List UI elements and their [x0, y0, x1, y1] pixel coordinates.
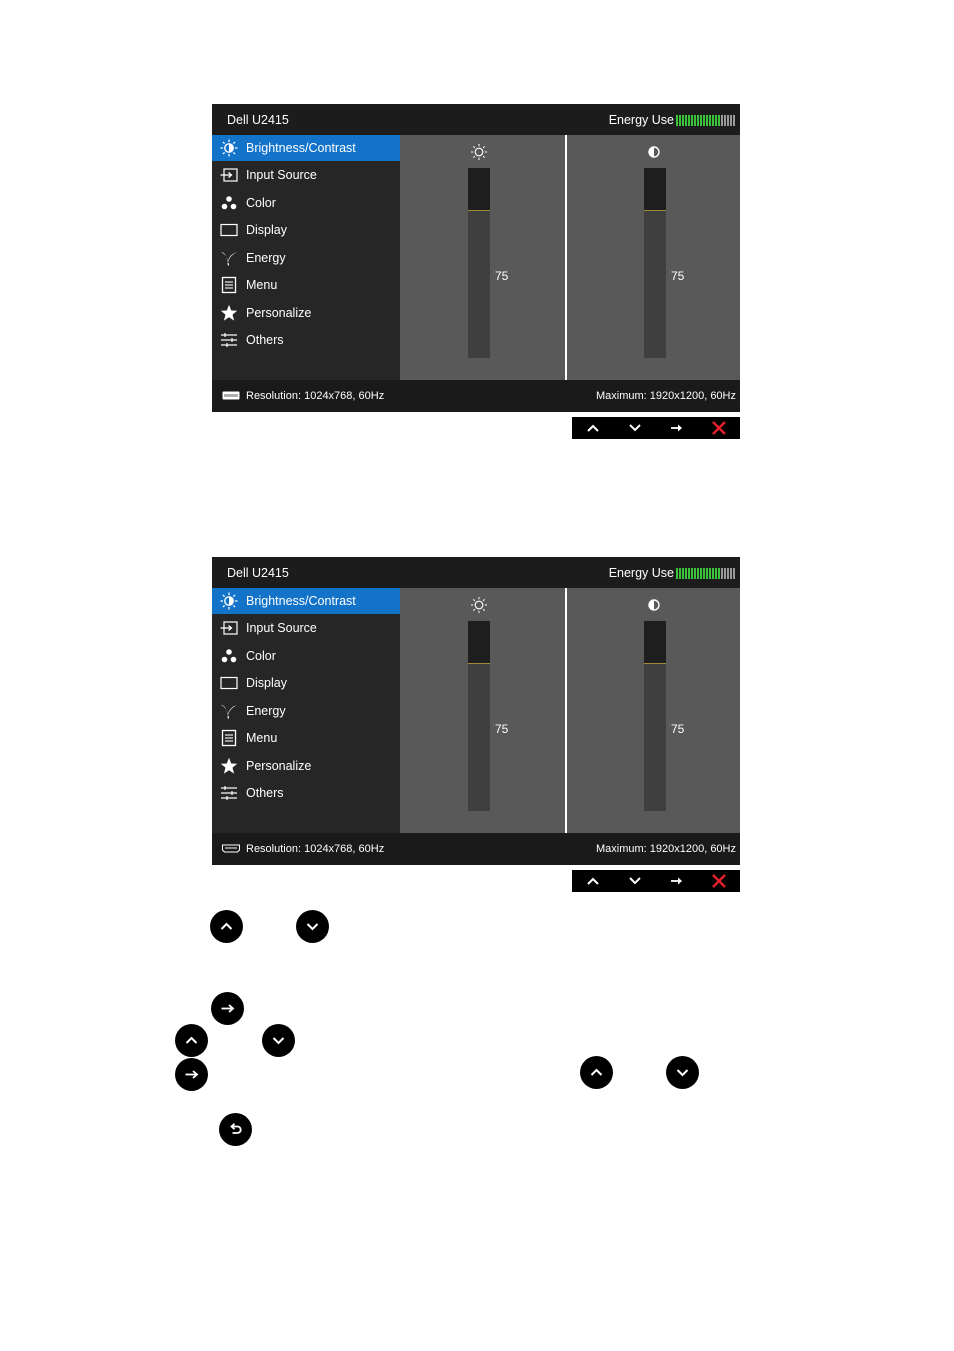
energy-tick [724, 115, 726, 126]
energy-tick [730, 115, 732, 126]
energy-tick [682, 568, 684, 579]
osd-footer [212, 380, 740, 412]
instruction-up-button [580, 1056, 613, 1089]
instruction-down-button [262, 1024, 295, 1057]
contrast-icon [645, 143, 663, 161]
right-arrow-icon [668, 872, 686, 890]
menu-item-label: Color [246, 649, 276, 663]
menu-item-others[interactable] [212, 327, 400, 353]
down-arrow-icon [626, 419, 644, 437]
personalize-icon [220, 304, 238, 322]
nav-down-button[interactable] [614, 417, 656, 439]
display-icon [220, 674, 238, 692]
color-icon [220, 194, 238, 212]
menu-icon [220, 729, 238, 747]
nav-select-button[interactable] [656, 870, 698, 892]
content-panel [400, 135, 740, 380]
input-source-icon [220, 166, 238, 184]
energy-use-meter [676, 568, 735, 579]
menu-item-label: Display [246, 223, 287, 237]
energy-use-meter [676, 115, 735, 126]
energy-tick [682, 115, 684, 126]
menu-item-label: Energy [246, 704, 286, 718]
menu-item-energy[interactable] [212, 698, 400, 724]
menu-item-label: Others [246, 333, 284, 347]
panel-divider [565, 135, 567, 380]
energy-tick [715, 115, 717, 126]
exit-x-icon [710, 872, 728, 890]
energy-tick [724, 568, 726, 579]
input-source-icon [220, 619, 238, 637]
brightness-contrast-icon [220, 139, 238, 157]
energy-tick [691, 568, 693, 579]
right-arrow-icon [183, 1066, 200, 1083]
others-icon [220, 331, 238, 349]
menu-item-display[interactable] [212, 670, 400, 696]
menu-item-label: Energy [246, 251, 286, 265]
nav-down-button[interactable] [614, 870, 656, 892]
osd-header [212, 104, 740, 135]
menu-item-brightness-contrast[interactable] [212, 135, 400, 161]
energy-tick [676, 115, 678, 126]
energy-tick [715, 568, 717, 579]
nav-up-button[interactable] [572, 417, 614, 439]
brightness-value: 75 [495, 269, 509, 283]
brightness-slider[interactable] [468, 168, 490, 358]
menu-item-brightness-contrast[interactable] [212, 588, 400, 614]
energy-tick [706, 115, 708, 126]
menu-item-label: Menu [246, 278, 278, 292]
maximum-resolution: Maximum: 1920x1200, 60Hz [595, 843, 736, 855]
osd-footer [212, 833, 740, 865]
menu-item-color[interactable] [212, 190, 400, 216]
menu-item-label: Menu [246, 731, 278, 745]
energy-icon [220, 702, 238, 720]
brightness-slider-empty [468, 621, 490, 664]
others-icon [220, 784, 238, 802]
brightness-contrast-icon [220, 592, 238, 610]
maximum-resolution: Maximum: 1920x1200, 60Hz [595, 390, 736, 402]
brightness-slider[interactable] [468, 621, 490, 811]
color-icon [220, 647, 238, 665]
energy-tick [733, 115, 735, 126]
menu-item-menu[interactable] [212, 272, 400, 298]
energy-tick [700, 115, 702, 126]
nav-up-button[interactable] [572, 870, 614, 892]
menu-item-label: Color [246, 196, 276, 210]
osd-screen-2 [212, 557, 740, 865]
contrast-slider-empty [644, 621, 666, 664]
menu-item-label: Input Source [246, 621, 317, 635]
down-arrow-icon [270, 1032, 287, 1049]
sun-icon [470, 596, 488, 614]
contrast-slider-empty [644, 168, 666, 211]
down-arrow-icon [626, 872, 644, 890]
energy-tick [706, 568, 708, 579]
brightness-slider-empty [468, 168, 490, 211]
right-arrow-icon [219, 1000, 236, 1017]
menu-item-menu[interactable] [212, 725, 400, 751]
menu-sidebar [212, 135, 400, 380]
sun-icon [470, 143, 488, 161]
menu-item-label: Input Source [246, 168, 317, 182]
personalize-icon [220, 757, 238, 775]
contrast-slider[interactable] [644, 621, 666, 811]
menu-item-label: Others [246, 786, 284, 800]
energy-tick [697, 568, 699, 579]
hdmi-icon [222, 844, 240, 853]
display-icon [220, 221, 238, 239]
energy-tick [694, 568, 696, 579]
menu-item-label: Brightness/Contrast [246, 141, 356, 155]
energy-tick [712, 568, 714, 579]
energy-tick [727, 568, 729, 579]
osd-screen-1 [212, 104, 740, 412]
up-arrow-icon [584, 419, 602, 437]
contrast-value: 75 [671, 722, 685, 736]
energy-use-label: Energy Use [608, 113, 674, 127]
model-name: Dell U2415 [227, 113, 289, 127]
energy-tick [709, 115, 711, 126]
contrast-value: 75 [671, 269, 685, 283]
energy-use-label: Energy Use [608, 566, 674, 580]
energy-tick [718, 115, 720, 126]
menu-item-label: Brightness/Contrast [246, 594, 356, 608]
energy-tick [688, 568, 690, 579]
menu-sidebar [212, 588, 400, 833]
down-arrow-icon [304, 918, 321, 935]
menu-icon [220, 276, 238, 294]
instruction-up-button [210, 910, 243, 943]
energy-tick [703, 568, 705, 579]
right-arrow-icon [668, 419, 686, 437]
energy-tick [679, 115, 681, 126]
menu-item-label: Display [246, 676, 287, 690]
up-arrow-icon [183, 1032, 200, 1049]
menu-item-input-source[interactable] [212, 615, 400, 641]
energy-tick [712, 115, 714, 126]
menu-item-others[interactable] [212, 780, 400, 806]
content-panel [400, 588, 740, 833]
exit-x-icon [710, 419, 728, 437]
energy-tick [685, 115, 687, 126]
menu-item-label: Personalize [246, 306, 312, 320]
osd-nav-bar-1 [572, 417, 740, 439]
nav-exit-button[interactable] [698, 870, 740, 892]
nav-exit-button[interactable] [698, 417, 740, 439]
instruction-up-button [175, 1024, 208, 1057]
back-icon [227, 1121, 244, 1138]
energy-tick [721, 115, 723, 126]
instruction-down-button [666, 1056, 699, 1089]
contrast-slider[interactable] [644, 168, 666, 358]
instruction-select-button [175, 1058, 208, 1091]
energy-tick [679, 568, 681, 579]
energy-tick [685, 568, 687, 579]
osd-nav-bar-2 [572, 870, 740, 892]
up-arrow-icon [588, 1064, 605, 1081]
energy-tick [691, 115, 693, 126]
menu-item-display[interactable] [212, 217, 400, 243]
energy-tick [730, 568, 732, 579]
menu-item-label: Personalize [246, 759, 312, 773]
down-arrow-icon [674, 1064, 691, 1081]
energy-tick [688, 115, 690, 126]
model-name: Dell U2415 [227, 566, 289, 580]
osd-header [212, 557, 740, 588]
menu-item-color[interactable] [212, 643, 400, 669]
brightness-value: 75 [495, 722, 509, 736]
menu-item-personalize[interactable] [212, 753, 400, 779]
energy-tick [727, 115, 729, 126]
menu-item-energy[interactable] [212, 245, 400, 271]
menu-item-input-source[interactable] [212, 162, 400, 188]
contrast-icon [645, 596, 663, 614]
energy-tick [703, 115, 705, 126]
menu-item-personalize[interactable] [212, 300, 400, 326]
energy-tick [676, 568, 678, 579]
energy-tick [721, 568, 723, 579]
current-resolution: Resolution: 1024x768, 60Hz [246, 843, 385, 855]
energy-tick [700, 568, 702, 579]
up-arrow-icon [218, 918, 235, 935]
energy-tick [733, 568, 735, 579]
displayport-icon [222, 391, 240, 400]
instruction-back-button [219, 1113, 252, 1146]
energy-tick [718, 568, 720, 579]
energy-icon [220, 249, 238, 267]
panel-divider [565, 588, 567, 833]
current-resolution: Resolution: 1024x768, 60Hz [246, 390, 385, 402]
instruction-select-button [211, 992, 244, 1025]
energy-tick [694, 115, 696, 126]
instruction-down-button [296, 910, 329, 943]
energy-tick [697, 115, 699, 126]
nav-select-button[interactable] [656, 417, 698, 439]
energy-tick [709, 568, 711, 579]
up-arrow-icon [584, 872, 602, 890]
